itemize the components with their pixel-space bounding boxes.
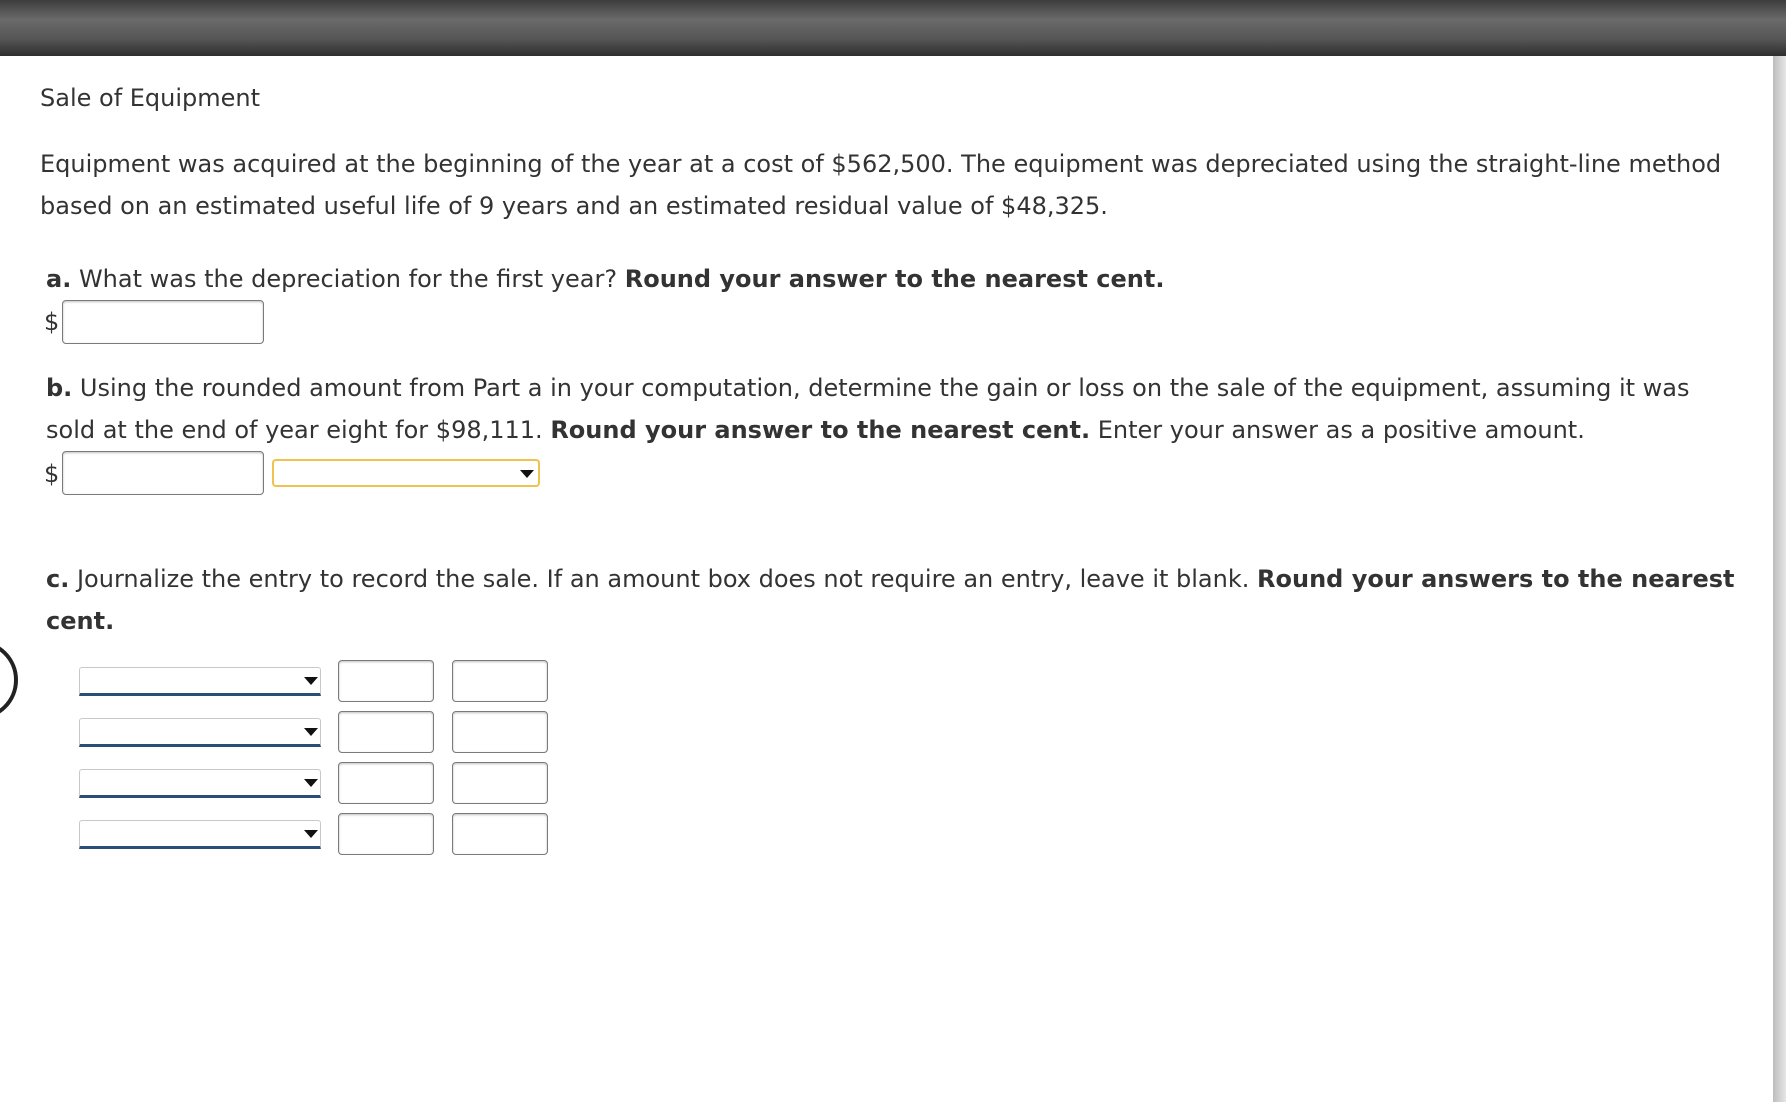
journal-row-1-credit-input[interactable]	[452, 660, 548, 702]
part-b-instruction: Round your answer to the nearest cent.	[550, 416, 1091, 444]
top-toolbar	[0, 0, 1786, 56]
description-line-1: Equipment was acquired at the beginning of the year at a cost of $562,500. The equipment was depreciated using the straight-line method	[40, 150, 1722, 178]
part-b-text-line-2-post: Enter your answer as a positive amount.	[1090, 416, 1585, 444]
part-b-text-line-2: sold at the end of year eight for $98,111.	[46, 416, 551, 444]
journal-row-2-credit-input[interactable]	[452, 711, 548, 753]
part-a-instruction: Round your answer to the nearest cent.	[624, 265, 1165, 293]
part-a-text: What was the depreciation for the first year?	[71, 265, 625, 293]
scrollbar-edge[interactable]	[1773, 56, 1786, 1102]
part-c-instruction-cont: cent.	[46, 607, 115, 635]
problem-description	[40, 143, 1760, 227]
part-b-currency: $	[44, 460, 60, 488]
part-a-question	[46, 258, 1766, 300]
caret-down-icon	[304, 728, 318, 736]
part-a-letter: a.	[46, 265, 72, 293]
part-b-letter: b.	[46, 374, 73, 402]
caret-down-icon	[520, 470, 534, 478]
description-line-2: based on an estimated useful life of 9 years and an estimated residual value of $48,325.	[40, 192, 1108, 220]
journal-row-1-debit-input[interactable]	[338, 660, 434, 702]
part-a-currency: $	[44, 308, 60, 336]
journal-row-4-account-select[interactable]	[79, 820, 321, 849]
caret-down-icon	[304, 779, 318, 787]
problem-title: Sale of Equipment	[40, 84, 261, 112]
part-a-answer-input[interactable]	[62, 300, 264, 344]
part-c-instruction: Round your answers to the nearest	[1257, 565, 1735, 593]
part-b-gain-loss-select[interactable]	[272, 459, 540, 487]
part-b-answer-input[interactable]	[62, 451, 264, 495]
part-c-letter: c.	[46, 565, 70, 593]
part-b-text-line-1: Using the rounded amount from Part a in your computation, determine the gain or loss on the sale of the equipment, assuming it was	[72, 374, 1690, 402]
journal-row-2-account-select[interactable]	[79, 718, 321, 747]
journal-row-4-credit-input[interactable]	[452, 813, 548, 855]
journal-row-1-account-select[interactable]	[79, 667, 321, 696]
journal-row-3-credit-input[interactable]	[452, 762, 548, 804]
journal-row-4-debit-input[interactable]	[338, 813, 434, 855]
caret-down-icon	[304, 830, 318, 838]
part-b-question	[46, 367, 1766, 451]
journal-row-2-debit-input[interactable]	[338, 711, 434, 753]
part-c-question	[46, 558, 1766, 642]
part-c-text: Journalize the entry to record the sale. If an amount box does not require an entry, leave it blank.	[69, 565, 1258, 593]
caret-down-icon	[304, 677, 318, 685]
journal-row-3-account-select[interactable]	[79, 769, 321, 798]
journal-row-3-debit-input[interactable]	[338, 762, 434, 804]
